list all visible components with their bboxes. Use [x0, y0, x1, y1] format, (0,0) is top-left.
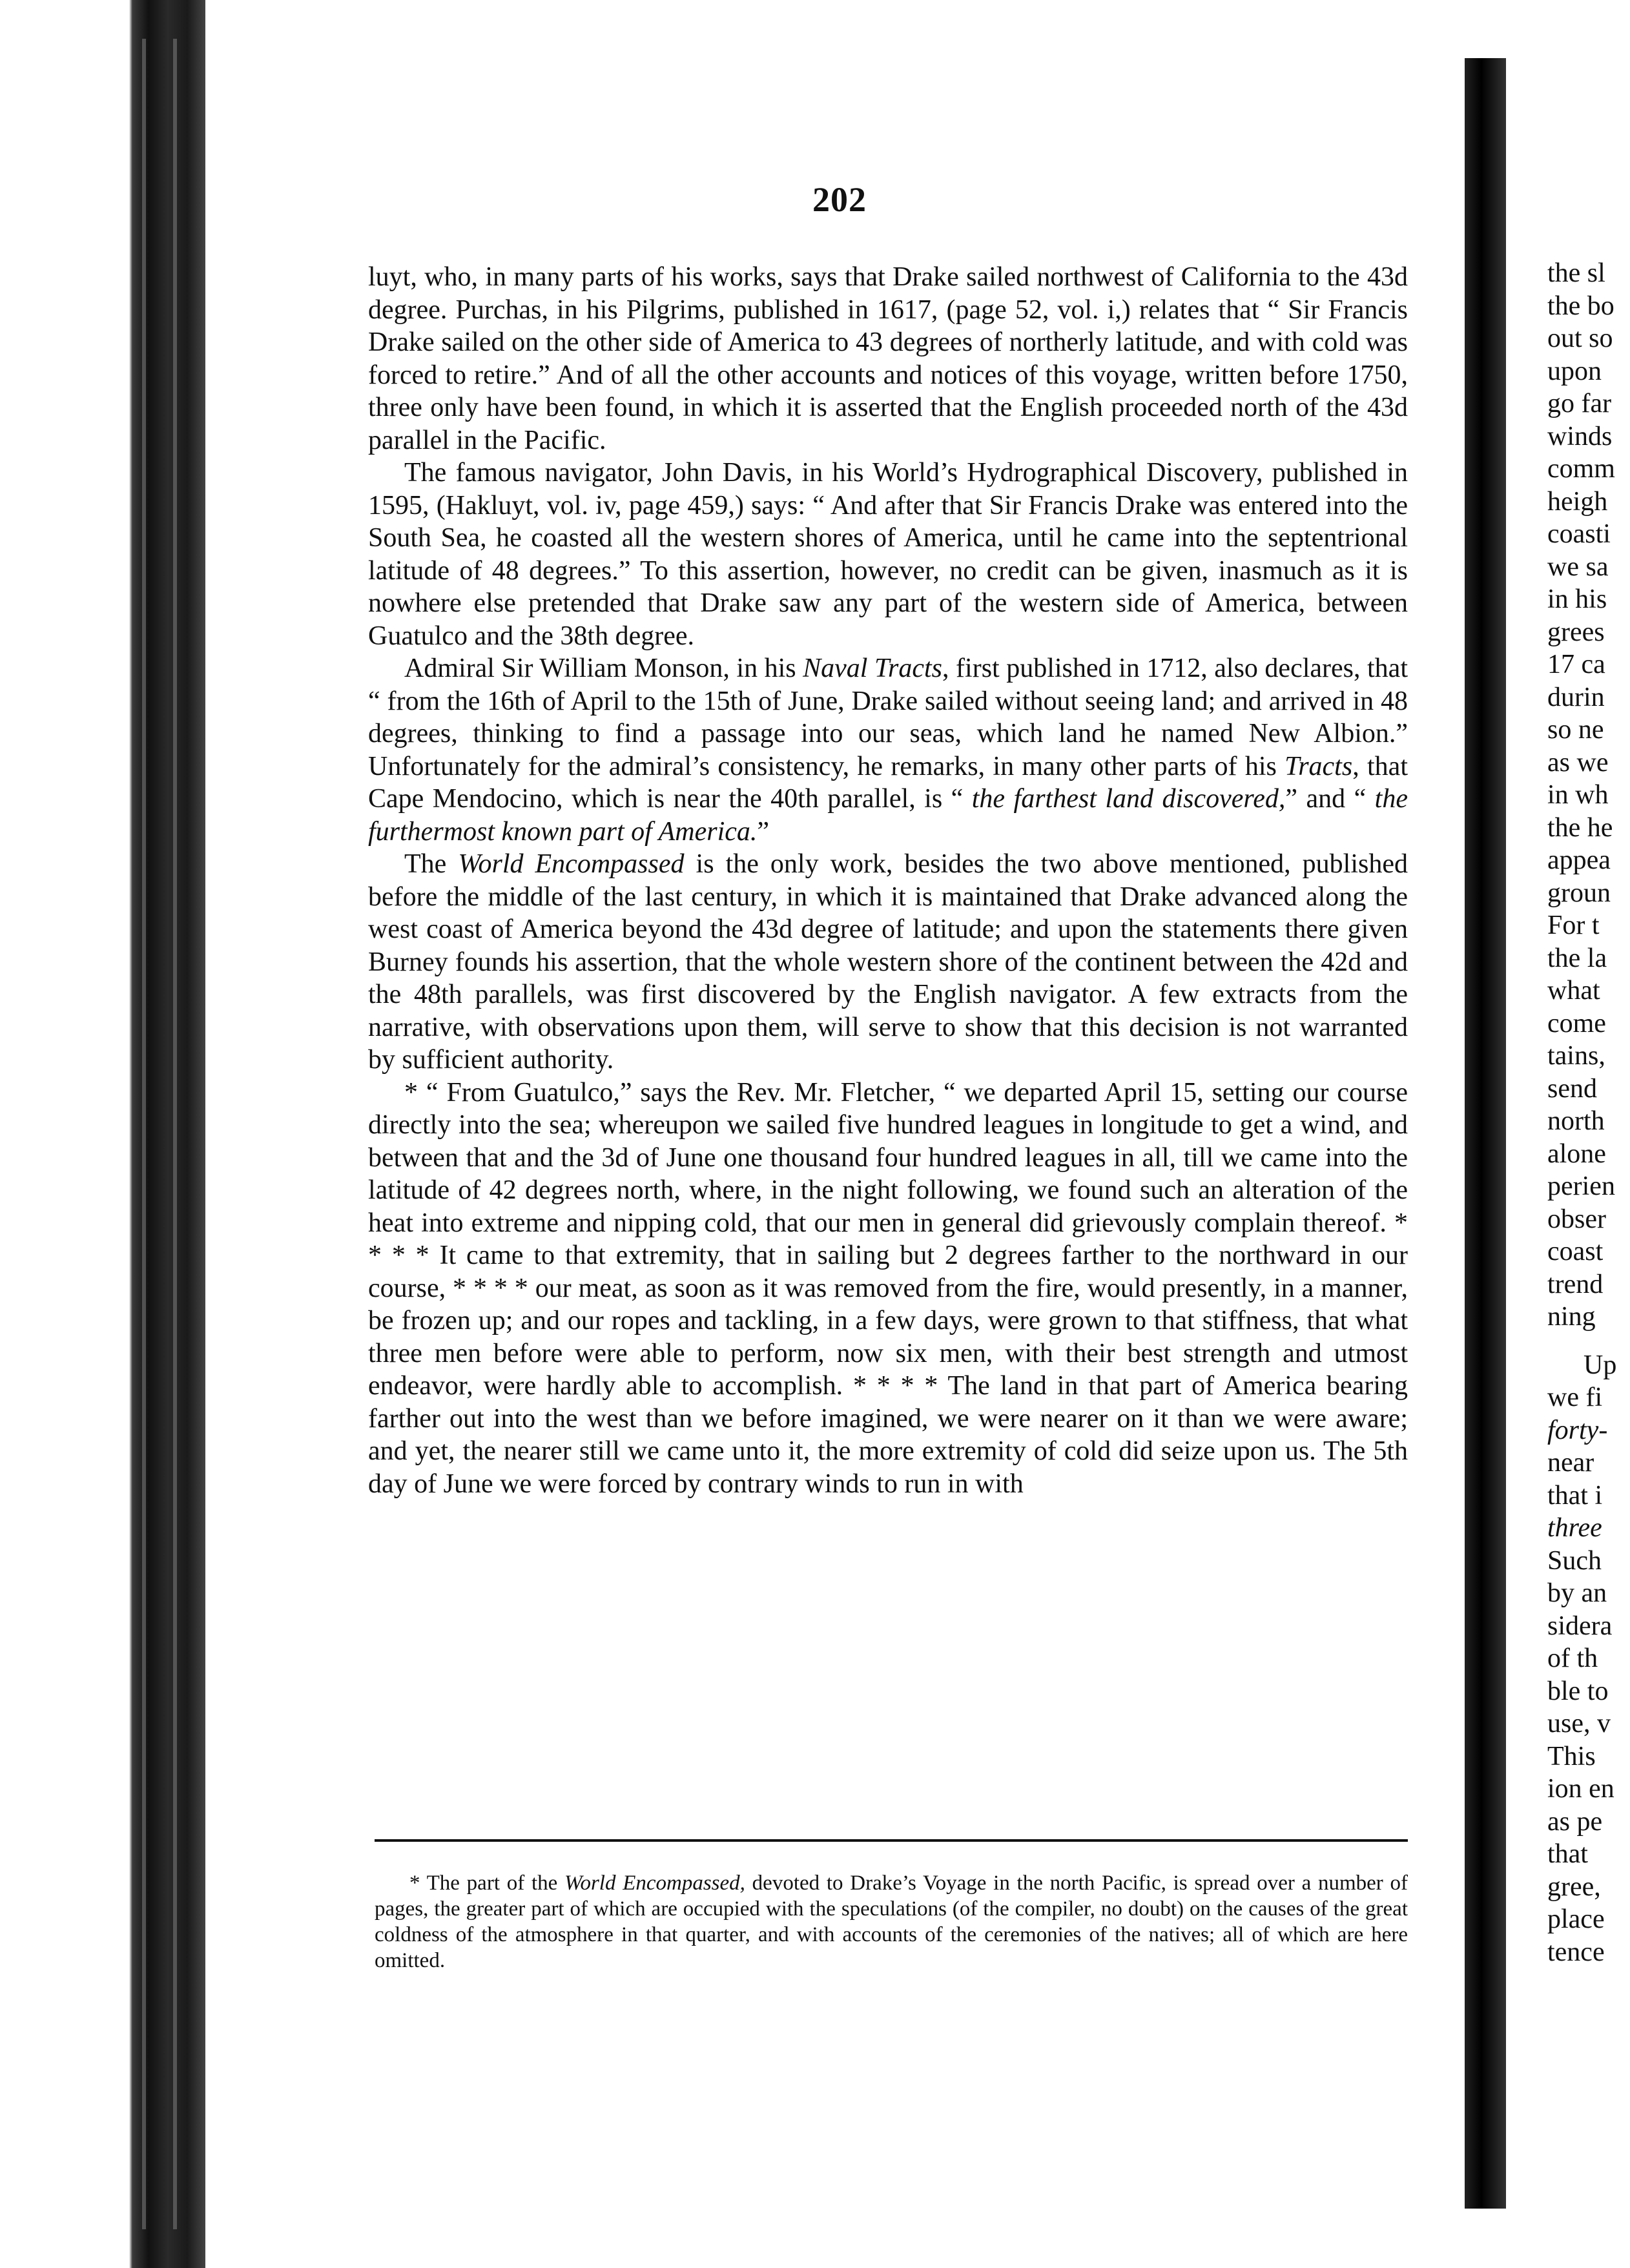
footnote: [375, 1870, 1408, 1974]
facing-page-line: we fi: [1547, 1383, 1603, 1412]
facing-page-line: upon: [1547, 356, 1602, 386]
facing-page-line: place: [1547, 1904, 1605, 1934]
facing-page-line: 17 ca: [1547, 650, 1605, 679]
facing-page-line: use, v: [1547, 1709, 1611, 1738]
facing-page-line: sidera: [1547, 1611, 1613, 1641]
facing-page-line: winds: [1547, 421, 1613, 451]
italic-text: World Encompassed: [458, 849, 685, 879]
italic-text: the farthest land discovered,: [971, 784, 1286, 814]
paragraph: [368, 261, 1408, 457]
text-run: , that Cape Mendocino, which is near the 40th parallel, is “: [368, 751, 1408, 814]
text-run: * The part of the: [409, 1871, 564, 1895]
facing-page-line: the he: [1547, 812, 1613, 843]
footnote-paragraph: [375, 1870, 1408, 1974]
facing-page-fragment: [1547, 257, 1630, 2026]
facing-page-line: trend: [1547, 1269, 1604, 1299]
facing-page-line: ning: [1547, 1302, 1596, 1332]
facing-page-line: ion en: [1547, 1774, 1615, 1804]
facing-page-line: in wh: [1547, 780, 1609, 810]
facing-page-line: obser: [1547, 1204, 1606, 1234]
italic-text: Tracts: [1284, 751, 1353, 781]
paragraph: [368, 1077, 1408, 1501]
facing-page-line: what: [1547, 976, 1600, 1005]
facing-page-line: by an: [1547, 1578, 1607, 1608]
facing-page-line: go far: [1547, 389, 1612, 418]
facing-page-line: comm: [1547, 454, 1615, 484]
facing-page-line: come: [1547, 1008, 1606, 1038]
facing-page-line: of th: [1547, 1644, 1598, 1673]
facing-page-line: This: [1547, 1741, 1596, 1771]
facing-page-line: tains,: [1547, 1041, 1605, 1071]
footnote-rule: [375, 1839, 1408, 1842]
facing-page-line: the sl: [1547, 258, 1605, 288]
text-run: luyt, who, in many parts of his works, says that Drake sailed northwest of California to the 43d degree. Purchas, in his Pilgrims, published in 1617, (page 52, vol. i,) relates that “ Sir Francis Drake sailed on the other side of America to 43 degrees of northerly latitude, and with cold was forced to retire.” And of all the other accounts and notices of this voyage, written before 1750, three only have been found, in which it is asserted that the English proceeded north of the 43d parallel in the Pacific.: [368, 262, 1408, 455]
text-run: Admiral Sir William Monson, in his: [404, 654, 803, 683]
facing-page-line: as pe: [1547, 1806, 1603, 1837]
page-number: 202: [812, 180, 867, 219]
facing-page-line: forty-: [1547, 1415, 1608, 1445]
facing-page-line: the la: [1547, 943, 1607, 973]
facing-page-line: three: [1547, 1513, 1602, 1543]
facing-page-line: the bo: [1547, 291, 1615, 321]
facing-page-line: near: [1547, 1448, 1594, 1478]
facing-page-line: perien: [1547, 1171, 1615, 1201]
page-gutter-shadow: [1465, 58, 1506, 2209]
text-run: ” and “: [1285, 784, 1375, 814]
facing-page-line: as we: [1547, 747, 1609, 778]
facing-page-line: coasti: [1547, 519, 1611, 549]
facing-page-line: For t: [1547, 911, 1600, 940]
body-text: [368, 261, 1408, 1500]
text-run: ”: [757, 816, 770, 847]
facing-page-line: Up: [1584, 1350, 1617, 1380]
text-run: , first published in 1712, also declares, that “ from the 16th of April to the 15th of June, Drake sailed without seeing land; and arrived in 48 degrees, thinking to find a passage into our seas, which land he named New Albion.” Unfortunately for the admiral’s consistency, he remarks, in many other parts of his: [368, 654, 1408, 781]
text-run: The: [404, 849, 459, 879]
facing-page-line: that i: [1547, 1480, 1603, 1510]
facing-page-line: groun: [1547, 878, 1611, 908]
facing-page-line: alone: [1547, 1139, 1606, 1169]
facing-page-line: out so: [1547, 324, 1613, 353]
facing-page-line: send: [1547, 1073, 1597, 1104]
text-run: The famous navigator, John Davis, in his World’s Hydrographical Discovery, published in 1595, (Hakluyt, vol. iv, page 459,) says: “ And after that Sir Francis Drake was entered into the South Sea, he coasted all the western shores of America, until he came into the septentrional latitude of 48 degrees.” To this assertion, however, no credit can be given, inasmuch as it is nowhere else pretended that Drake saw any part of the western side of America, between Guatulco and the 38th degree.: [368, 458, 1408, 651]
facing-page-line: ble to: [1547, 1676, 1609, 1706]
binding-stripe: [173, 39, 177, 2229]
facing-page-line: north: [1547, 1106, 1605, 1136]
facing-page-line: that: [1547, 1839, 1588, 1869]
facing-page-line: grees: [1547, 617, 1605, 647]
text-run: devoted to Drake’s Voyage in the north Pacific, is spread over a number of pages, the greater part of which are occupied with the speculations (of the compiler, no doubt) on the causes of the great coldness of the atmosphere in that quarter, and with accounts of the ceremonies of the natives; all of which are here omitted.: [375, 1871, 1408, 1972]
facing-page-line: in his: [1547, 584, 1607, 614]
facing-page-line: durin: [1547, 682, 1605, 712]
paragraph: [368, 848, 1408, 1077]
facing-page-line: gree,: [1547, 1871, 1601, 1902]
italic-text: the furthermost known part of America.: [368, 784, 1408, 847]
facing-page-line: coast: [1547, 1237, 1604, 1266]
facing-page-line: tence: [1547, 1937, 1605, 1967]
scan-binding-shadow: [0, 0, 205, 2268]
italic-text: World Encompassed,: [564, 1871, 745, 1895]
facing-page-line: appea: [1547, 845, 1611, 875]
facing-page-line: we sa: [1547, 552, 1609, 582]
italic-text: Naval Tracts: [803, 654, 943, 683]
facing-page-line: heigh: [1547, 486, 1608, 517]
text-run: * “ From Guatulco,” says the Rev. Mr. Fletcher, “ we departed April 15, setting our course directly into the sea; whereupon we sailed five hundred leagues in longitude to get a wind, and between that and the 3d of June one thousand four hundred leagues in all, till we came into the latitude of 42 degrees north, where, in the night following, we found such an alteration of the heat into extreme and nipping cold, that our men in general did grievously complain thereof. * * * * It came to that extremity, that in sailing but 2 degrees farther to the northward in our course, * * * * our meat, as soon as it was removed from the fire, would presently, in a manner, be frozen up; and our ropes and tackling, in a few days, were grown to that stiffness, that what three men before were able to perform, now six men, with their best strength and utmost endeavor, were hardly able to accomplish. * * * * The land in that part of America bearing farther out into the west than we before imagined, we were nearer on it than we were aware; and yet, the nearer still we came unto it, the more extremity of cold did seize upon us. The 5th day of June we were forced by contrary winds to run in with: [368, 1077, 1408, 1499]
binding-stripe: [142, 39, 146, 2229]
fragment-gap: [1547, 1334, 1630, 1349]
paragraph: [368, 652, 1408, 848]
facing-page-line: so ne: [1547, 715, 1604, 745]
facing-page-line: Such: [1547, 1545, 1602, 1576]
text-run: is the only work, besides the two above mentioned, published before the middle of the last century, in which it is maintained that Drake advanced along the west coast of America beyond the 43d degree of latitude; and upon the statements there given Burney founds his assertion, that the whole western shore of the continent between the 42d and the 48th parallels, was first discovered by the English navigator. A few extracts from the narrative, with observations upon them, will serve to show that this decision is not warranted by sufficient authority.: [368, 849, 1408, 1075]
paragraph: [368, 457, 1408, 652]
